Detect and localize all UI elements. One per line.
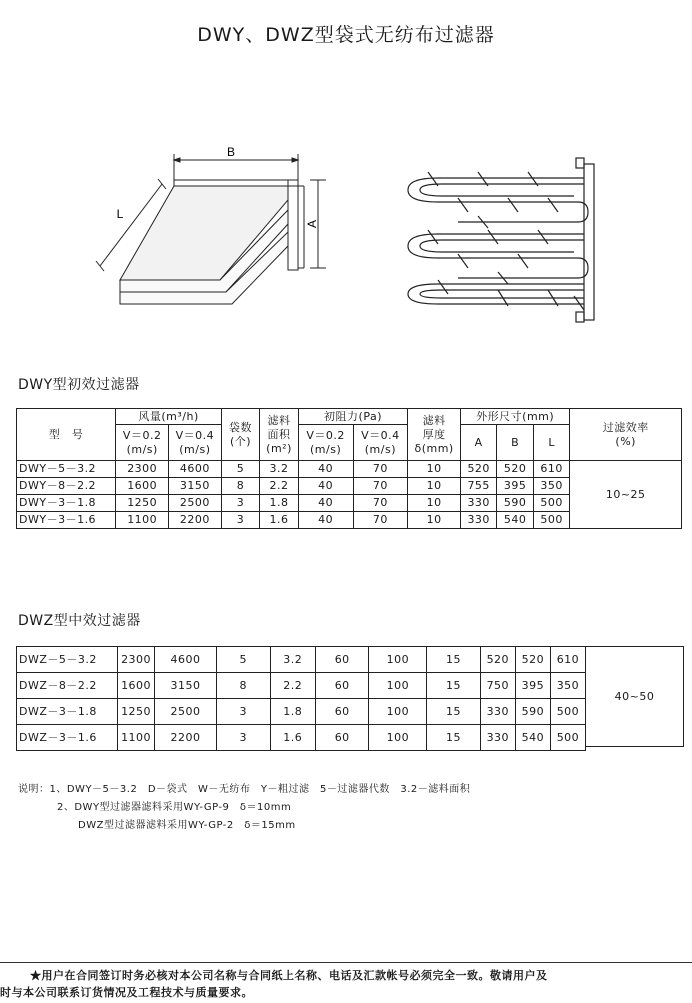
cell: 3 [221,512,260,529]
table-row [17,699,586,725]
cell: 2500 [155,699,217,725]
dimension-b-label: B [226,145,236,159]
cell: 1100 [116,512,169,529]
cell: 520 [480,647,515,673]
header-bags: 袋数 (个) [221,409,260,461]
table-row [17,673,586,699]
cell: 2200 [155,725,217,751]
cell: 610 [533,461,569,478]
footer-line-1: ★用户在合同签订时务必核对本公司名称与合同纸上名称、电话及汇款帐号必须完全一致。敬请用户及 [30,969,548,982]
cell: 2.2 [270,673,315,699]
cell: 60 [315,699,369,725]
cell: 1100 [118,725,155,751]
cell: 3 [216,699,270,725]
cell: 1600 [118,673,155,699]
cell: 5 [221,461,260,478]
cell: 350 [550,673,585,699]
header-resistance-v04: V＝0.4 (m/s) [353,425,408,461]
cell: 540 [497,512,533,529]
header-resistance: 初阻力(Pa) [298,409,407,425]
cell: 15 [427,725,481,751]
cell: 330 [480,699,515,725]
cell: 2300 [118,647,155,673]
page-title: DWY、DWZ型袋式无纺布过滤器 [197,24,495,46]
cell: 500 [533,495,569,512]
table-row [17,725,586,751]
bag-filter-isometric-diagram [90,140,340,310]
cell: 2.2 [260,478,299,495]
cell: 2200 [169,512,222,529]
cell: 40 [298,461,353,478]
cell: 755 [460,478,496,495]
cell: 520 [515,647,550,673]
header-model: 型 号 [17,409,116,461]
cell: 395 [515,673,550,699]
cell: 60 [315,725,369,751]
footer-line-2: 时与本公司联系订货情况及工程技术与质量要求。 [0,986,253,999]
table-row [17,647,586,673]
cell: 500 [533,512,569,529]
dimension-l-label: L [116,207,124,221]
note-2: 2、DWY型过滤器滤料采用WY-GP-9 δ＝10mm [57,802,292,813]
dimension-a-label: A [305,219,319,229]
cell: 350 [533,478,569,495]
cell: 40 [298,495,353,512]
cell: 70 [353,512,408,529]
bag-filter-side-view-diagram [398,150,618,330]
header-airflow: 风量(m³/h) [116,409,221,425]
cell: 100 [369,673,427,699]
cell: 610 [550,647,585,673]
cell: 330 [460,512,496,529]
cell: 10 [408,478,461,495]
cell: 2300 [116,461,169,478]
cell: 750 [480,673,515,699]
cell: 15 [427,699,481,725]
cell: 70 [353,461,408,478]
cell-model: DWY－8－2.2 [17,478,116,495]
cell: 590 [515,699,550,725]
dwy-heading: DWY型初效过滤器 [18,377,140,393]
cell: 2500 [169,495,222,512]
cell: 100 [369,725,427,751]
header-dim-b: B [497,425,533,461]
header-airflow-v02: V＝0.2 (m/s) [116,425,169,461]
cell: 1.6 [270,725,315,751]
cell: 1.8 [270,699,315,725]
cell: 395 [497,478,533,495]
cell: 1250 [118,699,155,725]
cell-model: DWY－5－3.2 [17,461,116,478]
cell: 10 [408,512,461,529]
cell: 3 [216,725,270,751]
cell: 100 [369,647,427,673]
cell: 4600 [169,461,222,478]
cell: 520 [460,461,496,478]
cell-model: DWZ－8－2.2 [17,673,118,699]
note-3: DWZ型过滤器滤料采用WY-GP-2 δ＝15mm [78,820,296,831]
header-airflow-v04: V＝0.4 (m/s) [169,425,222,461]
cell-model: DWZ－3－1.6 [17,725,118,751]
footer-divider [0,962,692,963]
dwy-table [16,408,682,529]
dwz-efficiency: 40~50 [586,646,684,747]
dwy-efficiency: 10~25 [570,461,682,529]
cell: 1600 [116,478,169,495]
cell: 8 [216,673,270,699]
cell: 3.2 [270,647,315,673]
cell: 330 [460,495,496,512]
header-area: 滤料 面积 (m²) [260,409,299,461]
cell: 330 [480,725,515,751]
cell: 1.6 [260,512,299,529]
dwz-heading: DWZ型中效过滤器 [18,613,141,629]
dwz-table [16,646,586,751]
cell: 10 [408,461,461,478]
cell: 590 [497,495,533,512]
cell: 3.2 [260,461,299,478]
cell: 4600 [155,647,217,673]
cell: 3 [221,495,260,512]
cell: 15 [427,673,481,699]
header-dimensions: 外形尺寸(mm) [460,409,569,425]
table-row [17,461,682,478]
header-dim-l: L [533,425,569,461]
cell: 70 [353,495,408,512]
cell: 5 [216,647,270,673]
note-1: 说明：1、DWY－5－3.2 D－袋式 W－无纺布 Y－粗过滤 5－过滤器代数 3.2－滤料面积 [18,784,471,795]
cell: 100 [369,699,427,725]
cell-model: DWZ－5－3.2 [17,647,118,673]
cell: 500 [550,725,585,751]
cell: 40 [298,512,353,529]
cell: 1.8 [260,495,299,512]
cell: 1250 [116,495,169,512]
cell: 3150 [155,673,217,699]
cell: 70 [353,478,408,495]
header-efficiency: 过滤效率 (%) [570,409,682,461]
header-resistance-v02: V＝0.2 (m/s) [298,425,353,461]
cell: 60 [315,673,369,699]
header-thickness: 滤料 厚度 δ(mm) [408,409,461,461]
cell: 60 [315,647,369,673]
cell-model: DWZ－3－1.8 [17,699,118,725]
cell: 3150 [169,478,222,495]
cell: 520 [497,461,533,478]
cell: 500 [550,699,585,725]
cell-model: DWY－3－1.6 [17,512,116,529]
cell: 10 [408,495,461,512]
cell: 40 [298,478,353,495]
header-dim-a: A [460,425,496,461]
cell: 540 [515,725,550,751]
cell-model: DWY－3－1.8 [17,495,116,512]
cell: 8 [221,478,260,495]
cell: 15 [427,647,481,673]
